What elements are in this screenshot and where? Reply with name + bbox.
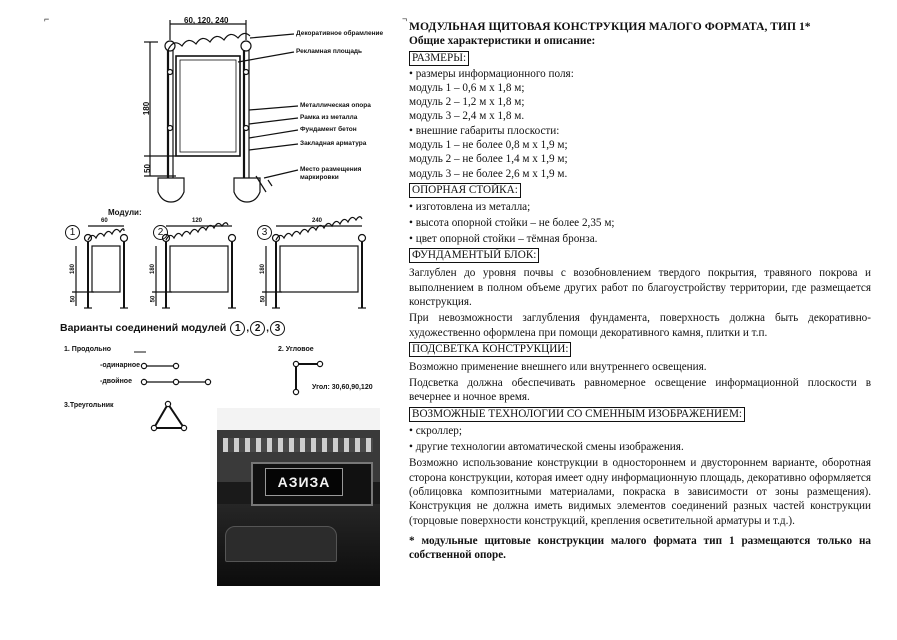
callout-metal-frame: Рамка из металла bbox=[300, 114, 358, 121]
join-double-label: -двойное bbox=[100, 378, 132, 385]
join-angle-label: Угол: 30,60,90,120 bbox=[312, 384, 373, 391]
size-line: модуль 2 – не более 1,4 м х 1,9 м; bbox=[409, 153, 568, 166]
module-number-badge: 1 bbox=[65, 225, 80, 240]
lighting-paragraph: Возможно применение внешнего или внутреннего освещения. bbox=[409, 360, 707, 373]
callout-metal-support: Металлическая опора bbox=[300, 102, 371, 109]
crop-mark: ⌐ bbox=[44, 14, 50, 24]
street-photo bbox=[217, 408, 380, 586]
section-heading-technologies: ВОЗМОЖНЫЕ ТЕХНОЛОГИИ СО СМЕННЫМ ИЗОБРАЖЕНИЕМ: bbox=[409, 407, 745, 422]
section-heading-support: ОПОРНАЯ СТОЙКА: bbox=[409, 183, 521, 198]
module-width-label: 240 bbox=[312, 218, 323, 224]
callout-ad-area: Рекламная площадь bbox=[296, 48, 363, 55]
support-bullet: • высота опорной стойки – не более 2,35 м; bbox=[409, 217, 615, 230]
module-number-badge: 3 bbox=[257, 225, 272, 240]
size-line: модуль 2 – 1,2 м х 1,8 м; bbox=[409, 96, 525, 109]
module-number-badge: 2 bbox=[153, 225, 168, 240]
callout-embedded-rebar: Закладная арматура bbox=[300, 140, 367, 147]
callout-marking-place: Место размещения маркировки bbox=[300, 166, 362, 181]
module-height-label: 180 bbox=[150, 263, 157, 275]
sizes-info-bullet: • размеры информационного поля: bbox=[409, 67, 574, 80]
section-heading-lighting: ПОДСВЕТКА КОНСТРУКЦИИ: bbox=[409, 342, 571, 357]
modules-label: Модули: bbox=[108, 208, 142, 217]
technology-paragraph: Возможно использование конструкции в одностороннем и двустороннем варианте, оборотная сторона конструкции, которая имеет одну информационную площадь, декоративно оформляется (облицовка композитными материалами, покраска в зависимости от зоны размещения). Конструкция не должна иметь видимых элементов соединений разных частей конструкции (торцовые поверхности конструкций, крепления осветительной арматуры и т.д.). bbox=[409, 457, 871, 527]
module-base-label: 50 bbox=[70, 295, 77, 303]
size-line: модуль 1 – 0,6 м х 1,8 м; bbox=[409, 81, 525, 94]
size-line: модуль 3 – 2,4 м х 1,8 м. bbox=[409, 110, 525, 123]
technology-bullet: • другие технологии автоматической смены изображения. bbox=[409, 441, 684, 454]
foundation-paragraph: При невозможности заглубления фундамента, поверхность должна быть декоративно-художественно оформлена при помощи декоративного камня, плитки и т.п. bbox=[409, 312, 871, 339]
size-line: модуль 1 – не более 0,8 м х 1,9 м; bbox=[409, 139, 568, 152]
variant-badge: 2 bbox=[250, 321, 265, 336]
support-bullet: • изготовлена из металла; bbox=[409, 201, 531, 214]
module-base-label: 50 bbox=[260, 295, 267, 303]
module-width-label: 120 bbox=[192, 218, 203, 224]
variant-badge: 1 bbox=[230, 321, 245, 336]
module-width-label: 60 bbox=[101, 218, 108, 224]
variants-title: Варианты соединений модулей bbox=[60, 322, 227, 334]
section-heading-sizes: РАЗМЕРЫ: bbox=[409, 51, 469, 66]
join-linear-label: 1. Продольно bbox=[64, 346, 112, 353]
document-title: МОДУЛЬНАЯ ЩИТОВАЯ КОНСТРУКЦИЯ МАЛОГО ФОРМАТА, ТИП 1* bbox=[409, 20, 811, 33]
dim-height-label: 180 bbox=[142, 101, 152, 116]
callout-concrete-foundation: Фундамент бетон bbox=[300, 126, 357, 133]
dim-base-label: 50 bbox=[142, 164, 152, 173]
module-height-label: 180 bbox=[260, 263, 267, 275]
specification-text bbox=[409, 20, 871, 562]
support-bullet: • цвет опорной стойки – тёмная бронза. bbox=[409, 233, 598, 246]
variant-badge: 3 bbox=[270, 321, 285, 336]
lighting-paragraph: Подсветка должна обеспечивать равномерное освещение информационной плоскости в вечернее и ночное время. bbox=[409, 377, 871, 404]
join-corner-label: 2. Угловое bbox=[278, 346, 314, 353]
dim-top-label: 60, 120, 240 bbox=[184, 16, 229, 25]
size-line: модуль 3 – не более 2,6 м х 1,9 м. bbox=[409, 167, 568, 180]
document-subtitle: Общие характеристики и описание: bbox=[409, 35, 596, 48]
footnote: * модульные щитовые конструкции малого формата тип 1 размещаются только на собственной опоре. bbox=[409, 534, 871, 562]
variants-heading: Варианты соединений модулей 1 , 2 , 3 bbox=[60, 321, 286, 336]
sizes-outer-bullet: • внешние габариты плоскости: bbox=[409, 124, 560, 137]
join-triangle-label: 3.Треугольник bbox=[64, 402, 114, 409]
crop-mark: ¬ bbox=[402, 14, 408, 24]
join-single-label: -одинарное bbox=[100, 362, 141, 369]
foundation-paragraph: Заглублен до уровня почвы с возобновлением твердого покрытия, травяного покрова и выполнением в полном объеме других работ по благоустройству территории, где размещается конструкция. bbox=[409, 267, 871, 308]
technology-bullet: • скроллер; bbox=[409, 425, 462, 438]
technical-drawing bbox=[0, 0, 400, 640]
callout-decoration: Декоративное обрамление bbox=[296, 30, 384, 37]
section-heading-foundation: ФУНДАМЕНТЫЙ БЛОК: bbox=[409, 248, 539, 263]
photo-billboard-sign: АЗИЗА bbox=[265, 468, 343, 496]
module-base-label: 50 bbox=[150, 295, 157, 303]
module-height-label: 180 bbox=[70, 263, 77, 275]
